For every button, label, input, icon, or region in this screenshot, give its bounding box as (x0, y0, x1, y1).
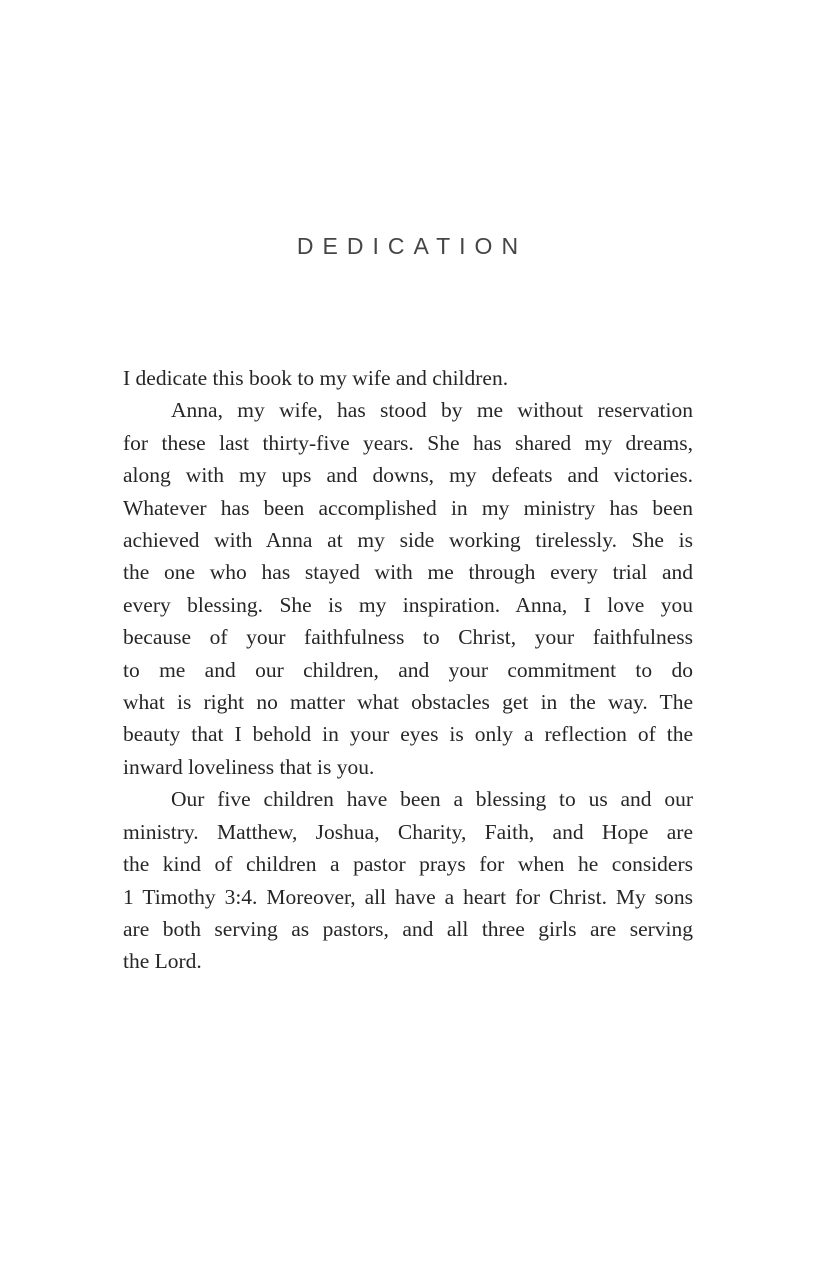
text-line: the Lord. (123, 949, 202, 974)
paragraph (123, 783, 693, 977)
text-line: ministry. Matthew, Joshua, Charity, Faith, and Hope are (123, 819, 693, 844)
dedication-title: DEDICATION (296, 233, 528, 259)
text-line: inward loveliness that is you. (123, 754, 375, 779)
text-line: along with my ups and downs, my defeats and victories. (123, 463, 693, 488)
text-line: for these last thirty-five years. She has shared my dreams, (123, 430, 693, 455)
text-line: the kind of children a pastor prays for when he considers (123, 852, 693, 877)
text-line: are both serving as pastors, and all three girls are serving (123, 916, 693, 941)
text-line: Anna, my wife, has stood by me without reservation (171, 398, 693, 423)
text-line: every blessing. She is my inspiration. Anna, I love you (123, 592, 693, 617)
text-line: the one who has stayed with me through every trial and (123, 560, 693, 585)
paragraph (123, 394, 693, 783)
text-line: achieved with Anna at my side working tirelessly. She is (123, 528, 693, 553)
text-line: what is right no matter what obstacles get in the way. The (123, 690, 693, 715)
text-line: Our five children have been a blessing to us and our (171, 787, 693, 812)
text-line: I dedicate this book to my wife and children. (123, 366, 509, 390)
text-line: because of your faithfulness to Christ, your faithfulness (123, 625, 693, 650)
paragraph (123, 362, 693, 394)
dedication-body (123, 362, 693, 978)
text-line: Whatever has been accomplished in my ministry has been (123, 495, 693, 520)
text-line: beauty that I behold in your eyes is only a reflection of the (123, 722, 693, 747)
text-line: 1 Timothy 3:4. Moreover, all have a heart for Christ. My sons (123, 884, 693, 909)
text-line: to me and our children, and your commitment to do (123, 657, 693, 682)
